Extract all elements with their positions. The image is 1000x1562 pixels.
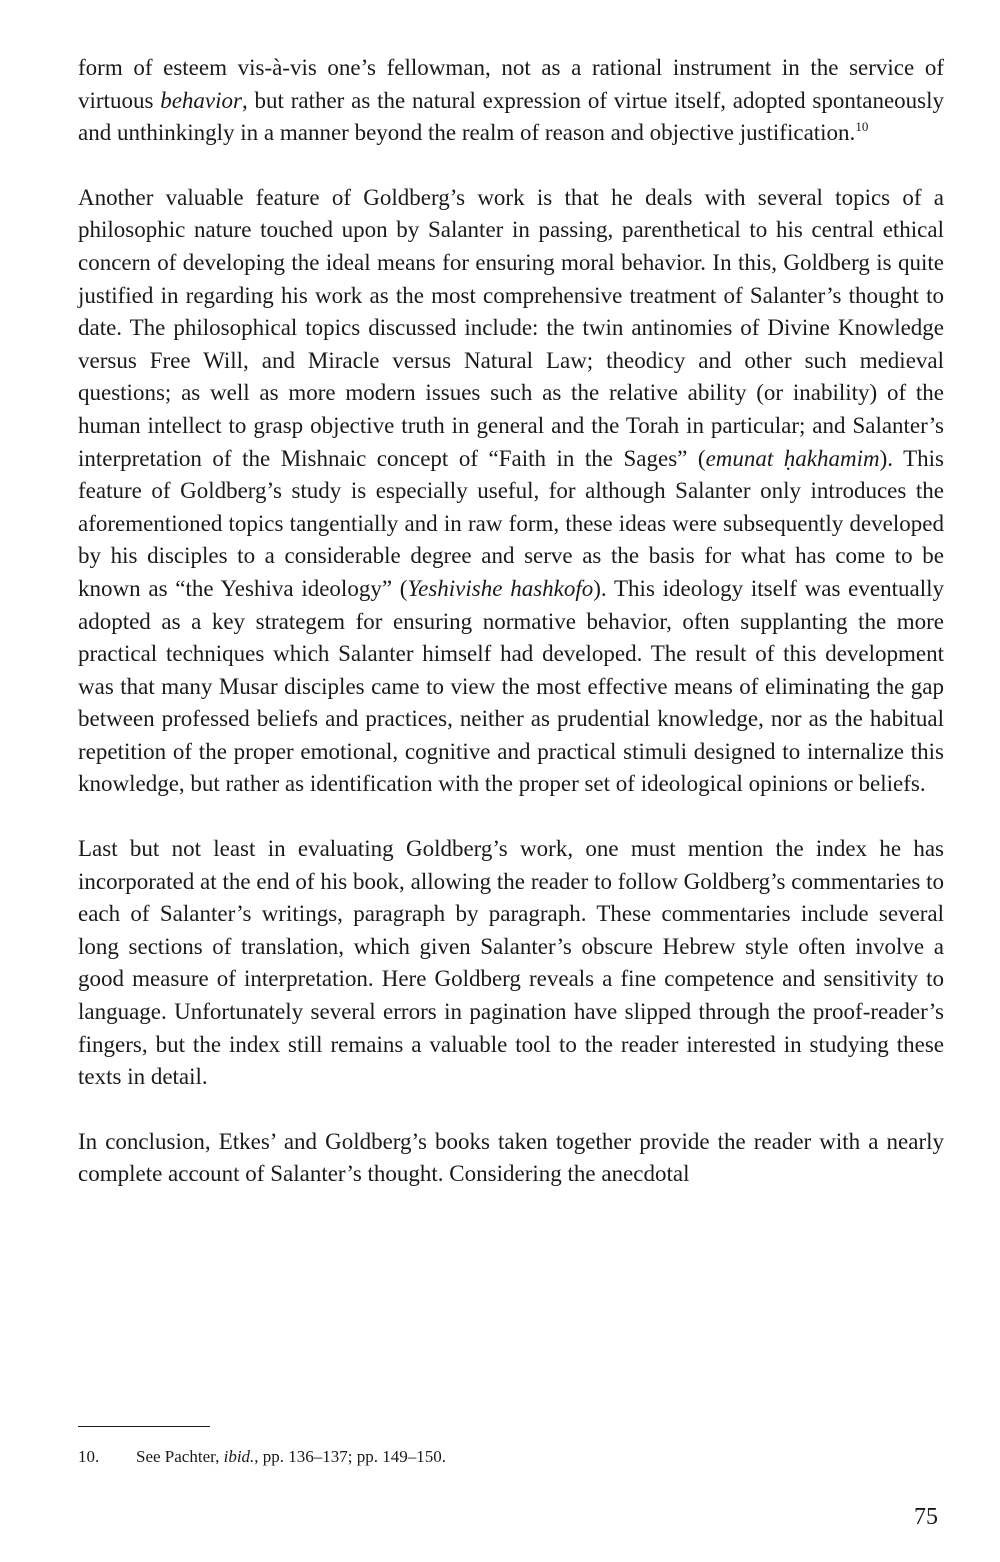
text-run: In conclusion, Etkes’ and Goldberg’s books taken together provide the reader with a nearly complete account of Salanter’s thought. Considering the anecdotal	[78, 1128, 944, 1187]
text-run: form of esteem vis-à-vis one’s fellowman, not as a rational instrument in the service of virtuous	[78, 55, 944, 113]
footnote	[78, 1445, 944, 1469]
footnote-reference: 10	[855, 119, 869, 135]
footnote-number: 10.	[78, 1447, 100, 1466]
paragraph	[78, 1126, 944, 1191]
text-run: , but rather as the natural expression of virtue itself, adopted spontaneously and unthinkingly in a manner beyond the realm of reason and objective justification.	[78, 87, 945, 146]
paragraph	[78, 52, 944, 150]
text-run: ). This feature of Goldberg’s study is especially useful, for although Salanter only introduces the aforementioned topics tangentially and in raw form, these ideas were subsequently developed by his disciples to a considerable degree and serve as the basis for what has come to be known as “the Yeshiva ideology” (	[78, 445, 945, 601]
italic-text: emunat ḥakhamim	[705, 445, 880, 471]
footnote-text-prefix: See Pachter,	[136, 1447, 224, 1466]
paragraph	[78, 833, 944, 1094]
italic-text: Yeshivishe hashkofo	[407, 575, 594, 601]
page-body	[78, 52, 944, 1191]
text-run: Last but not least in evaluating Goldberg’s work, one must mention the index he has incorporated at the end of his book, allowing the reader to follow Goldberg’s commentaries to each of Salanter’s writings, paragraph by paragraph. These commentaries include several long sections of translation, which given Salanter’s obscure Hebrew style often involve a good measure of interpretation. Here Goldberg reveals a fine competence and sensitivity to language. Unfortunately several errors in pagination have slipped through the proof-reader’s fingers, but the index still remains a valuable tool to the reader interested in studying these texts in detail.	[78, 836, 944, 1090]
text-run: Another valuable feature of Goldberg’s work is that he deals with several topics of a philosophic nature touched upon by Salanter in passing, parenthetical to his central ethical concern of developing the ideal means for ensuring moral behavior. In this, Goldberg is quite justified in regarding his work as the most comprehensive treatment of Salanter’s thought to date. The philosophical topics discussed include: the twin antinomies of Divine Knowledge versus Free Will, and Miracle versus Natural Law; theodicy and other such medieval questions; as well as more modern issues such as the relative ability (or inability) of the human intellect to grasp objective truth in general and the Torah in particular; and Salanter’s interpretation of the Mishnaic concept of “Faith in the Sages” (	[78, 184, 944, 471]
italic-text: behavior	[160, 87, 242, 113]
footnote-divider	[78, 1426, 210, 1427]
footnote-text-suffix: , pp. 136–137; pp. 149–150.	[254, 1447, 447, 1466]
paragraph	[78, 182, 944, 801]
text-run: ). This ideology itself was eventually adopted as a key strategem for ensuring normative behavior, often supplanting the more practical techniques which Salanter himself had developed. The result of this development was that many Musar disciples came to view the most effective means of eliminating the gap between professed beliefs and practices, neither as prudential knowledge, nor as the habitual repetition of the proper emotional, cognitive and practical stimuli designed to internalize this knowledge, but rather as identification with the proper set of ideological opinions or beliefs.	[78, 575, 944, 797]
footnote-text-italic: ibid.	[223, 1447, 255, 1466]
page-number: 75	[914, 1504, 938, 1530]
